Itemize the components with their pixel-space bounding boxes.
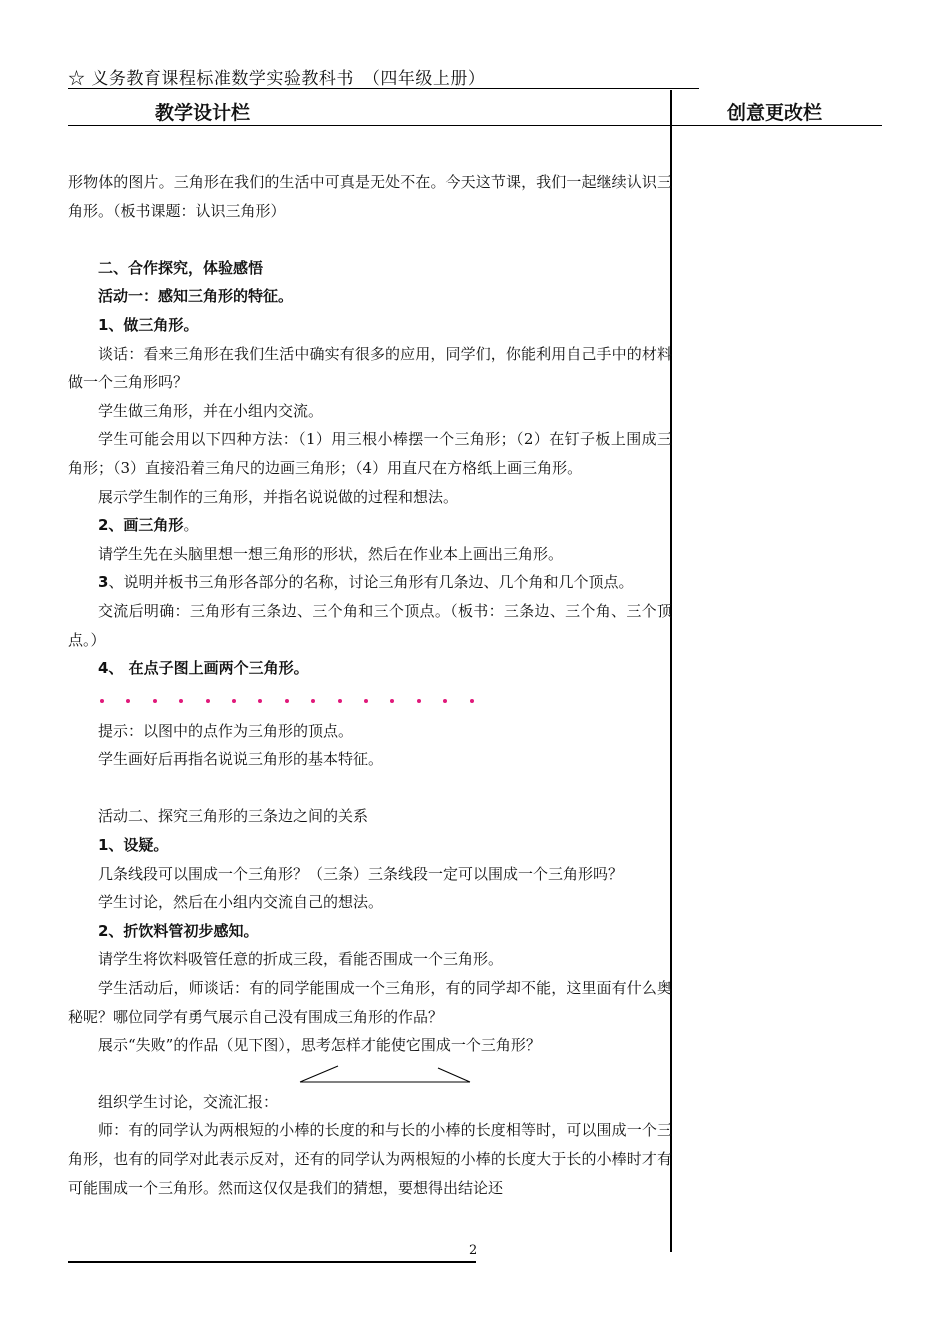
grid-dot: [443, 699, 447, 703]
paragraph: 展示学生制作的三角形，并指名说说做的过程和想法。: [98, 487, 459, 506]
paragraph: 交流后明确：三角形有三条边、三个角和三个顶点。（板书：三条边、三个角、三个顶点。）: [68, 601, 672, 649]
paragraph: 学生做三角形，并在小组内交流。: [98, 401, 324, 420]
grid-dot: [338, 699, 342, 703]
grid-dot: [285, 699, 289, 703]
book-header: [68, 64, 485, 89]
revision-column-title: 创意更改栏: [727, 102, 823, 124]
failed-triangle-figure: [68, 1060, 672, 1088]
grid-dot: [417, 699, 421, 703]
paragraph: 展示“失败”的作品（见下图），思考怎样才能使它围成一个三角形？: [98, 1036, 541, 1055]
step-heading: 1、设疑。: [98, 836, 169, 855]
activity-heading: 活动一：感知三角形的特征。: [98, 287, 294, 306]
title-underline: [68, 125, 882, 126]
grid-dot: [470, 699, 474, 703]
grid-dot: [258, 699, 262, 703]
failed-triangle-drawing: [298, 1060, 478, 1086]
grid-dot: [206, 699, 210, 703]
grid-dot: [100, 699, 104, 703]
grid-dot: [126, 699, 130, 703]
footer-line: [68, 1261, 476, 1263]
step-heading: 2、折饮料管初步感知。: [98, 921, 259, 940]
lesson-content: [68, 168, 672, 1202]
step-heading: 2、画三角形。: [98, 516, 199, 535]
paragraph: 组织学生讨论，交流汇报：: [98, 1092, 279, 1111]
page-number: 2: [469, 1243, 478, 1258]
design-column-title: 教学设计栏: [155, 102, 251, 124]
grid-dot: [179, 699, 183, 703]
star-icon: ☆: [68, 69, 86, 89]
paragraph: 学生讨论，然后在小组内交流自己的想法。: [98, 893, 384, 912]
book-title: 义务教育课程标准数学实验教科书 （四年级上册）: [91, 69, 486, 89]
paragraph: 学生可能会用以下四种方法：（1）用三根小棒摆一个三角形；（2）在钉子板上围成三角形；（3）直接沿着三角尺的边画三角形；（4）用直尺在方格纸上画三角形。: [68, 430, 672, 477]
paragraph: 师：有的同学认为两根短的小棒的长度的和与长的小棒的长度相等时，可以围成一个三角形，也有的同学对此表示反对，还有的同学认为两根短的小棒的长度大于长的小棒时才有可能围成一个三角形。然而这仅仅是我们的猜想，要想得出结论还: [68, 1121, 672, 1197]
header-underline: [68, 88, 699, 89]
step-heading: 4、 在点子图上画两个三角形。: [98, 659, 309, 678]
paragraph: 形物体的图片。三角形在我们的生活中可真是无处不在。今天这节课，我们一起继续认识三角形。（板书课题：认识三角形）: [68, 173, 672, 220]
section-heading: 二、合作探究，体验感悟: [98, 258, 264, 277]
grid-dot: [311, 699, 315, 703]
paragraph: 请学生将饮料吸管任意的折成三段，看能否围成一个三角形。: [98, 950, 504, 969]
step-heading: 1、做三角形。: [98, 315, 199, 334]
activity-heading: 活动二、探究三角形的三条边之间的关系: [98, 807, 369, 826]
grid-dot: [232, 699, 236, 703]
paragraph: 几条线段可以围成一个三角形？（三条）三条线段一定可以围成一个三角形吗？: [98, 864, 624, 883]
paragraph: 请学生先在头脑里想一想三角形的形状，然后在作业本上画出三角形。: [98, 544, 564, 563]
paragraph: 提示：以图中的点作为三角形的顶点。: [98, 721, 354, 740]
paragraph: 谈话：看来三角形在我们生活中确实有很多的应用，同学们，你能利用自己手中的材料做一个三角形吗？: [68, 344, 672, 392]
paragraph: 学生活动后，师谈话：有的同学能围成一个三角形，有的同学却不能，这里面有什么奥秘呢？哪位同学有勇气展示自己没有围成三角形的作品？: [68, 979, 672, 1026]
dot-grid: [68, 683, 672, 717]
grid-dot: [364, 699, 368, 703]
grid-dot: [390, 699, 394, 703]
paragraph: 学生画好后再指名说说三角形的基本特征。: [98, 750, 384, 769]
step-heading: 3、说明并板书三角形各部分的名称，讨论三角形有几条边、几个角和几个顶点。: [98, 573, 634, 592]
grid-dot: [153, 699, 157, 703]
